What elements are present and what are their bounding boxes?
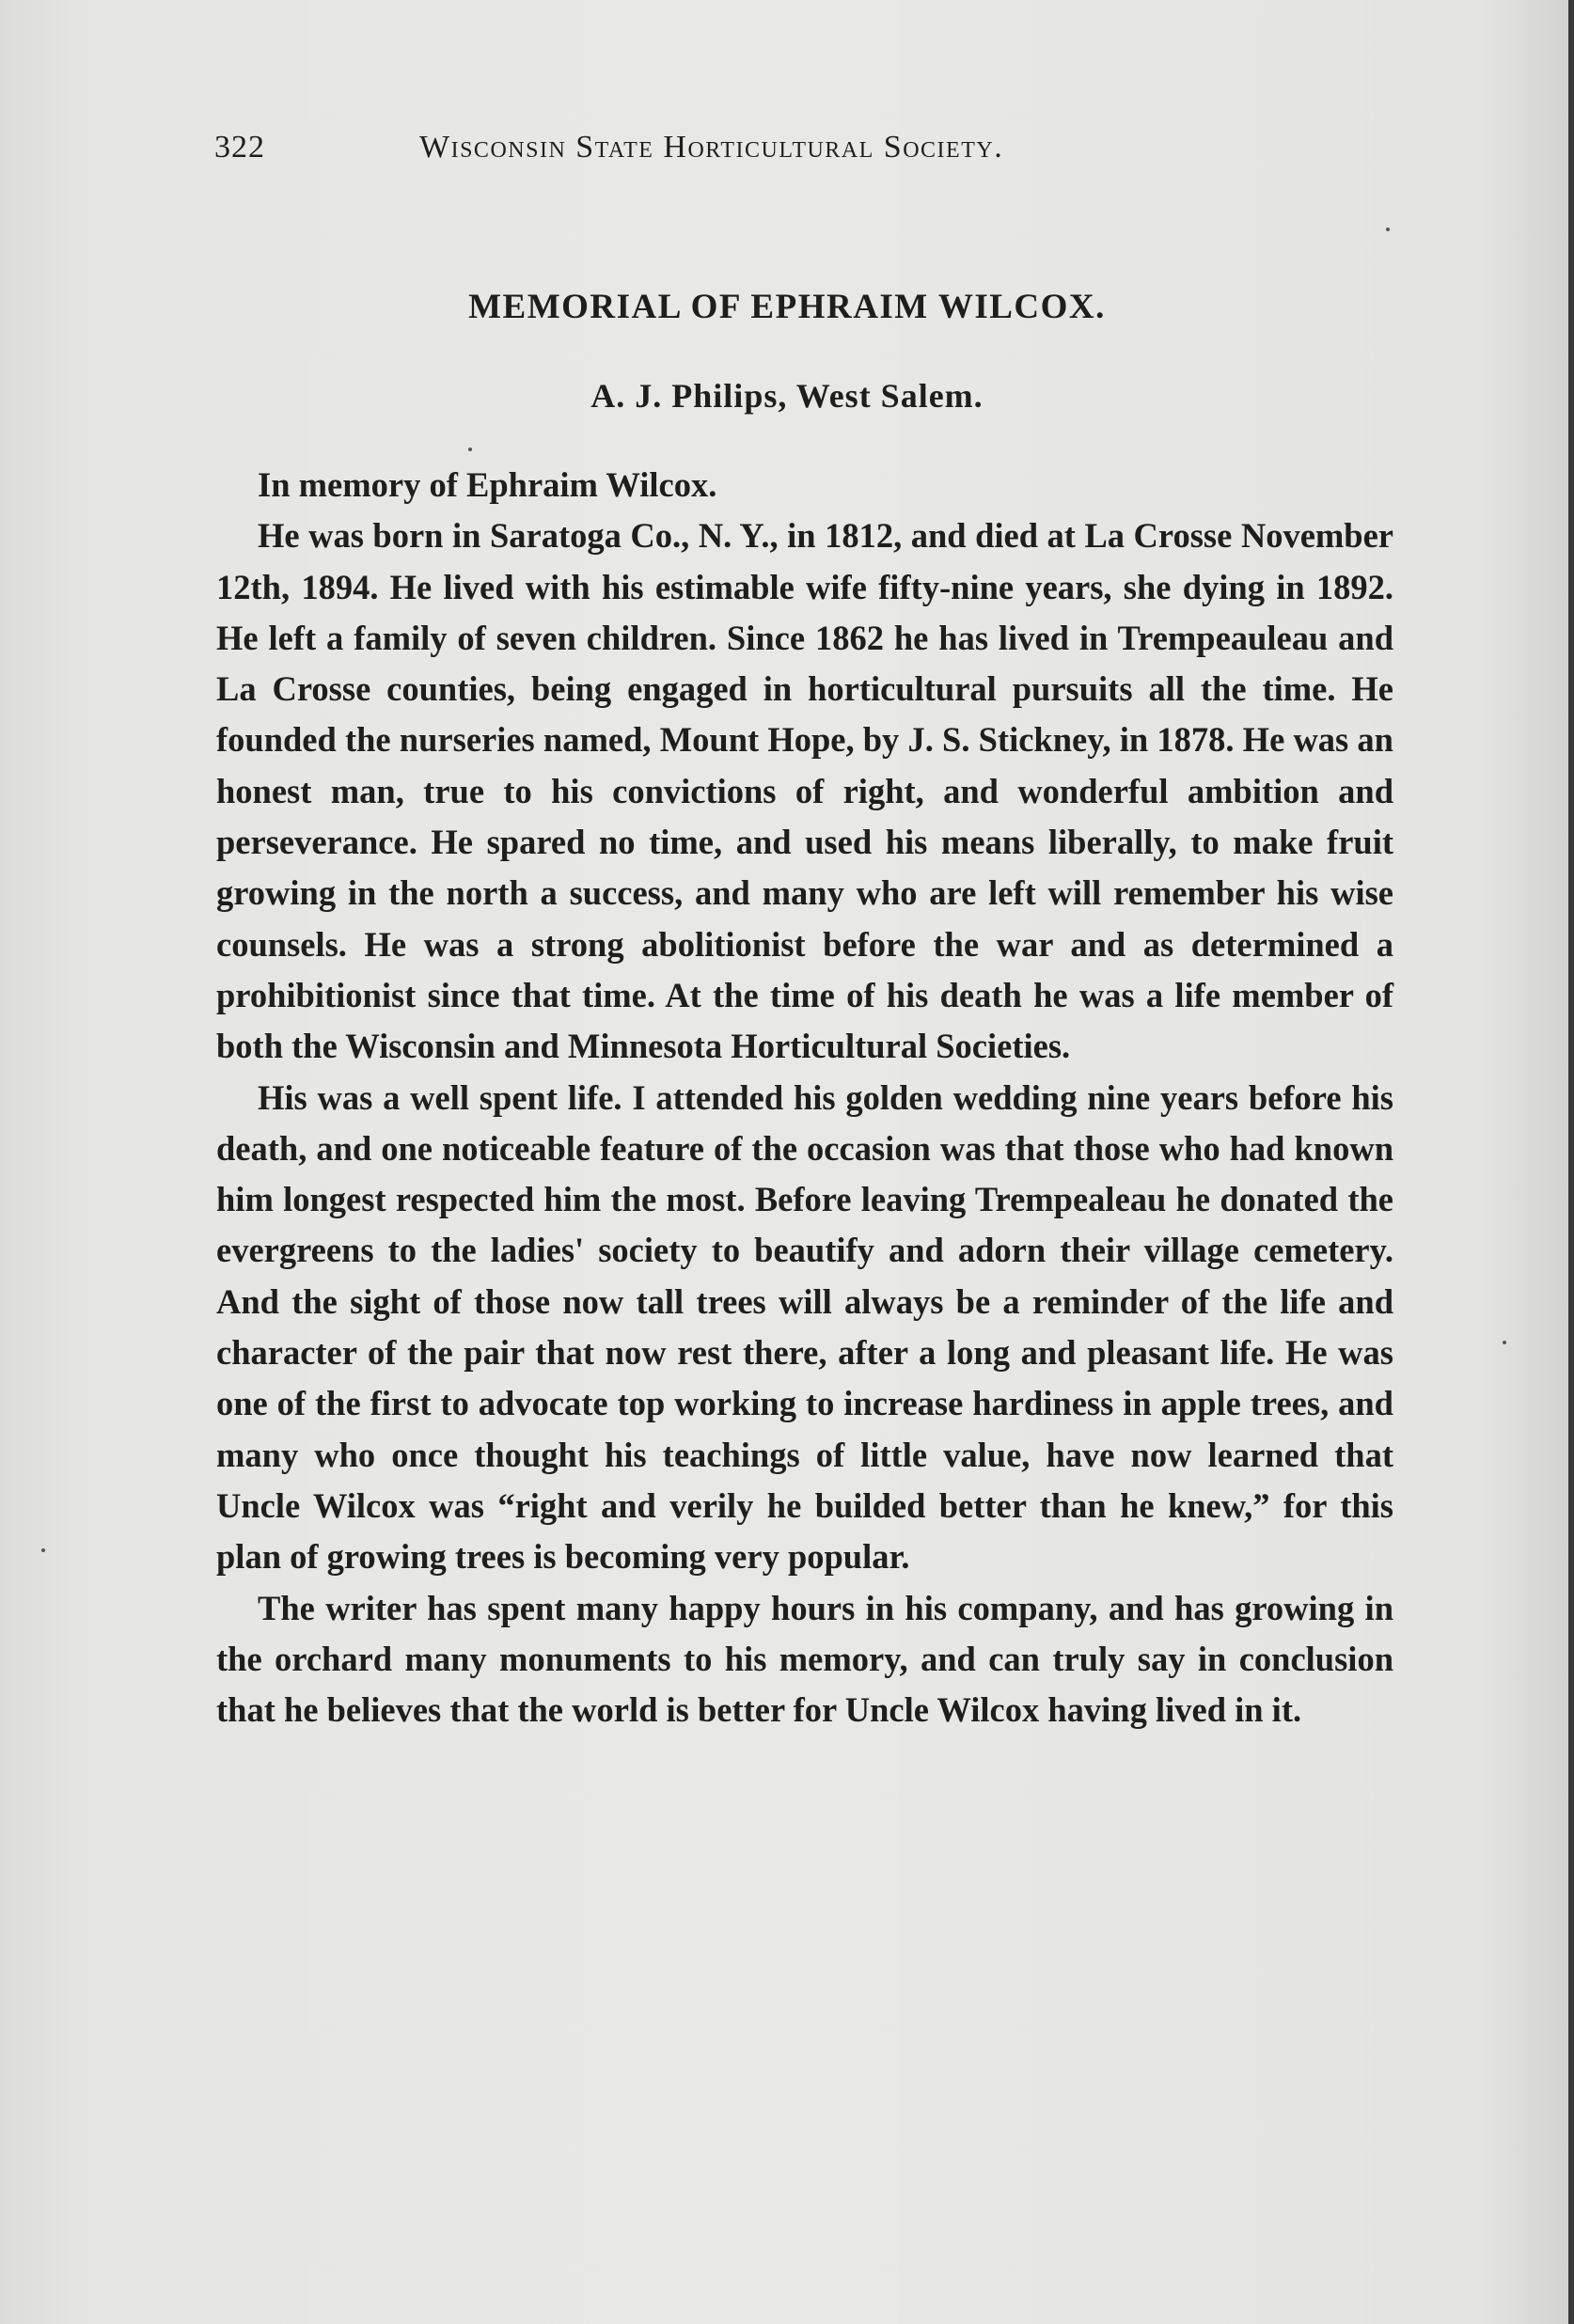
paragraph-dedication: In memory of Ephraim Wilcox.	[258, 465, 717, 504]
paragraph-conclusion: The writer has spent many happy hours in his company, and has growing in the orchard many monuments to his memory, and can truly say in conclusion that he believes that the world is better for Uncle Wilcox having lived in it.	[216, 1588, 1393, 1730]
scan-speck	[1503, 1341, 1506, 1344]
article-body	[216, 460, 1393, 1735]
paragraph-biography: He was born in Saratoga Co., N. Y., in 1812, and died at La Crosse November 12th, 1894. He lived with his estimable wife fifty-nine years, she dying in 1892. He left a family of seven children. Since 1862 he has lived in Trempeauleau and La Crosse counties, being engaged in horticultural pursuits all the time. He founded the nurseries named, Mount Hope, by J. S. Stickney, in 1878. He was an honest man, true to his convictions of right, and wonderful ambition and perseverance. He spared no time, and used his means liberally, to make fruit growing in the north a success, and many who are left will remember his wise counsels. He was a strong abolitionist before the war and as determined a prohibitionist since that time. At the time of his death he was a life member of both the Wisconsin and Minnesota Horticultural Societies.	[216, 516, 1393, 1066]
paragraph-life: His was a well spent life. I attended his golden wedding nine years before his death, and one noticeable feature of the occasion was that those who had known him longest respected him the most. Before leaving Trempealeau he donated the evergreens to the ladies' society to beautify and adorn their village cemetery. And the sight of those now tall trees will always be a reminder of the life and character of the pair that now rest there, after a long and pleasant life. He was one of the first to advocate top working to increase hardiness in apple trees, and many who once thought his teachings of little value, have now learned that Uncle Wilcox was “right and verily he builded better than he knew,” for this plan of growing trees is becoming very popular.	[216, 1077, 1393, 1577]
scan-speck	[468, 448, 472, 451]
article-author: A. J. Philips, West Salem.	[590, 377, 984, 415]
page-edge-shadow	[1568, 0, 1574, 2324]
page-header	[214, 130, 1244, 177]
scan-speck	[1386, 228, 1390, 231]
page-number: 322	[214, 130, 265, 165]
scan-speck	[41, 1548, 45, 1552]
article-title: MEMORIAL OF EPHRAIM WILCOX.	[468, 288, 1106, 326]
running-head: Wisconsin State Horticultural Society.	[419, 130, 1004, 165]
